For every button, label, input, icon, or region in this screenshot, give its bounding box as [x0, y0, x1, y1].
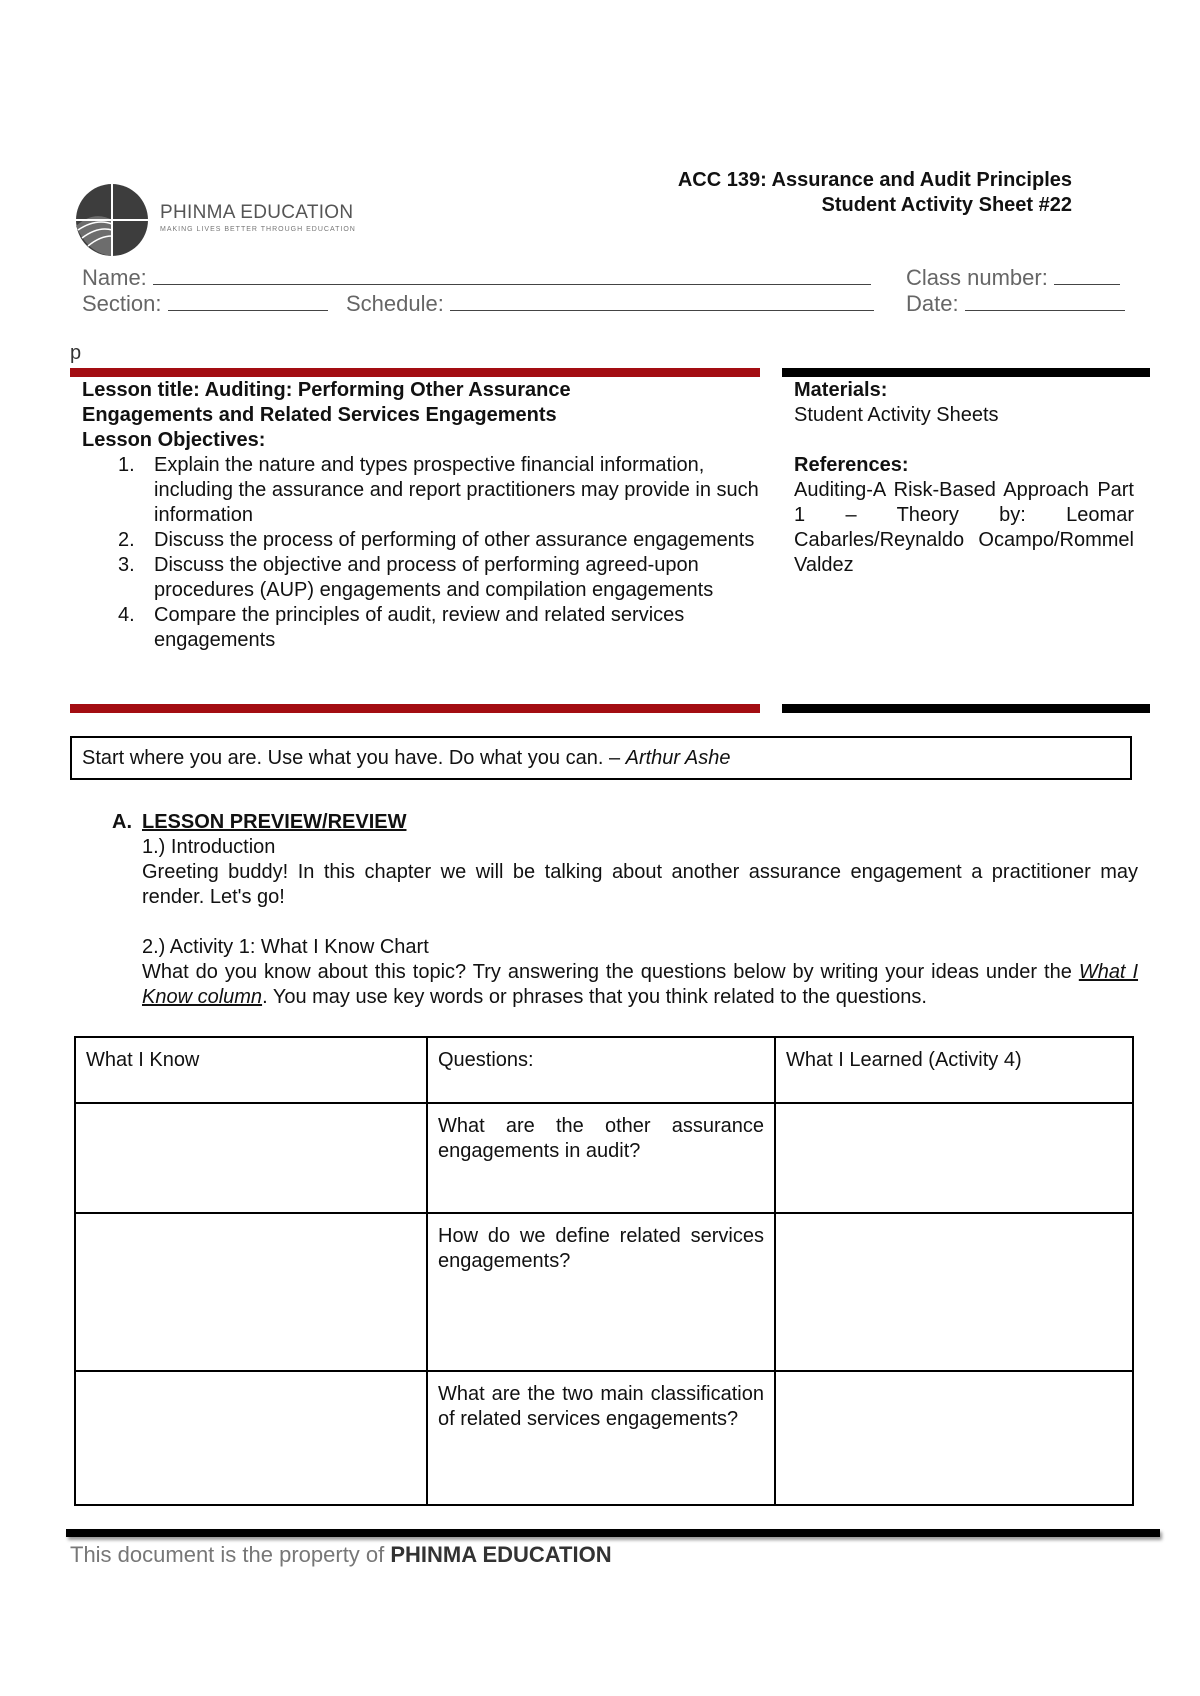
stray-character: p [70, 342, 82, 364]
kwl-chart-table [74, 1036, 1134, 1506]
quote-author: Arthur Ashe [625, 747, 731, 769]
what-i-know-answer-cell[interactable] [75, 1371, 427, 1505]
lesson-title: Lesson title: Auditing: Performing Other Assurance Engagements and Related Services Engagements [82, 379, 571, 426]
activity-label: 2.) Activity 1: What I Know Chart [142, 936, 429, 958]
footer-owner: PHINMA EDUCATION [390, 1542, 612, 1567]
objectives-list [82, 453, 762, 653]
date-row [906, 290, 1125, 317]
footer-bar [66, 1529, 1160, 1537]
sheet-title: Student Activity Sheet #22 [821, 194, 1072, 216]
table-row [75, 1213, 1133, 1371]
name-label: Name: [82, 265, 147, 290]
lesson-box [82, 378, 762, 653]
logo-tagline: MAKING LIVES BETTER THROUGH EDUCATION [160, 226, 356, 233]
section-letter: A. [112, 811, 132, 833]
references-label: References: [794, 454, 909, 476]
what-i-know-answer-cell[interactable] [75, 1103, 427, 1213]
schedule-label: Schedule: [346, 291, 444, 316]
course-header [678, 168, 1072, 218]
class-number-field[interactable] [1054, 264, 1120, 285]
what-i-learned-answer-cell[interactable] [775, 1371, 1133, 1505]
header-questions: Questions: [427, 1037, 775, 1103]
question-cell: What are the two main classification of related services engagements? [427, 1371, 775, 1505]
section-a-heading [112, 810, 406, 835]
references-text: Auditing-A Risk-Based Approach Part 1 – Theory by: Leomar Cabarles/Reynaldo Ocampo/Rommel Valdez [794, 479, 1134, 576]
name-row [82, 264, 871, 291]
logo-wordmark: PHINMA EDUCATION [160, 202, 354, 223]
what-i-know-answer-cell[interactable] [75, 1213, 427, 1371]
objectives-label: Lesson Objectives: [82, 429, 266, 451]
table-row [75, 1103, 1133, 1213]
materials-bottom-bar [782, 704, 1150, 713]
quote-text: Start where you are. Use what you have. Do what you can. – [82, 747, 626, 769]
header-what-i-learned: What I Learned (Activity 4) [775, 1037, 1133, 1103]
lesson-top-bar [70, 368, 760, 377]
table-header-row [75, 1037, 1133, 1103]
schedule-field[interactable] [450, 290, 874, 311]
objective-item: 3. Discuss the objective and process of performing agreed-upon procedures (AUP) engagements and compilation engagements [118, 554, 714, 601]
table-row [75, 1371, 1133, 1505]
lesson-bottom-bar [70, 704, 760, 713]
what-i-learned-answer-cell[interactable] [775, 1103, 1133, 1213]
phinma-globe-icon [74, 180, 154, 260]
materials-value: Student Activity Sheets [794, 404, 999, 426]
footer-note: This document is the property of PHINMA EDUCATION [70, 1542, 612, 1567]
class-number-label: Class number: [906, 265, 1048, 290]
intro-text: Greeting buddy! In this chapter we will be talking about another assurance engagement a practitioner may render. Let's go! [142, 861, 1138, 908]
date-field[interactable] [965, 290, 1125, 311]
objective-item: 1. Explain the nature and types prospective financial information, including the assurance and report practitioners may provide in such information [118, 454, 759, 526]
name-field[interactable] [153, 264, 871, 285]
intro-label: 1.) Introduction [142, 836, 276, 858]
objective-item: 2. Discuss the process of performing of other assurance engagements [118, 529, 755, 551]
course-title: ACC 139: Assurance and Audit Principles [677, 169, 1072, 191]
section-field[interactable] [168, 290, 328, 311]
section-row [82, 290, 328, 317]
what-i-know-column-ref: What I Know column [142, 961, 1139, 1008]
question-cell: What are the other assurance engagements in audit? [427, 1103, 775, 1213]
quote-box [70, 736, 1132, 780]
header-what-i-know: What I Know [75, 1037, 427, 1103]
section-label: Section: [82, 291, 162, 316]
date-label: Date: [906, 291, 959, 316]
what-i-learned-answer-cell[interactable] [775, 1213, 1133, 1371]
schedule-row [346, 290, 874, 317]
question-cell: How do we define related services engagements? [427, 1213, 775, 1371]
objective-item: 4. Compare the principles of audit, review and related services engagements [118, 604, 685, 651]
phinma-logo [74, 180, 356, 260]
section-heading: LESSON PREVIEW/REVIEW [142, 811, 407, 833]
materials-label: Materials: [794, 379, 888, 401]
activity-instructions: What do you know about this topic? Try answering the questions below by writing your ideas under the What I Know column. You may use key words or phrases that you think related to the questions. [142, 961, 1139, 1008]
materials-top-bar [782, 368, 1150, 377]
materials-box [794, 378, 1134, 578]
class-number-row [906, 264, 1120, 291]
